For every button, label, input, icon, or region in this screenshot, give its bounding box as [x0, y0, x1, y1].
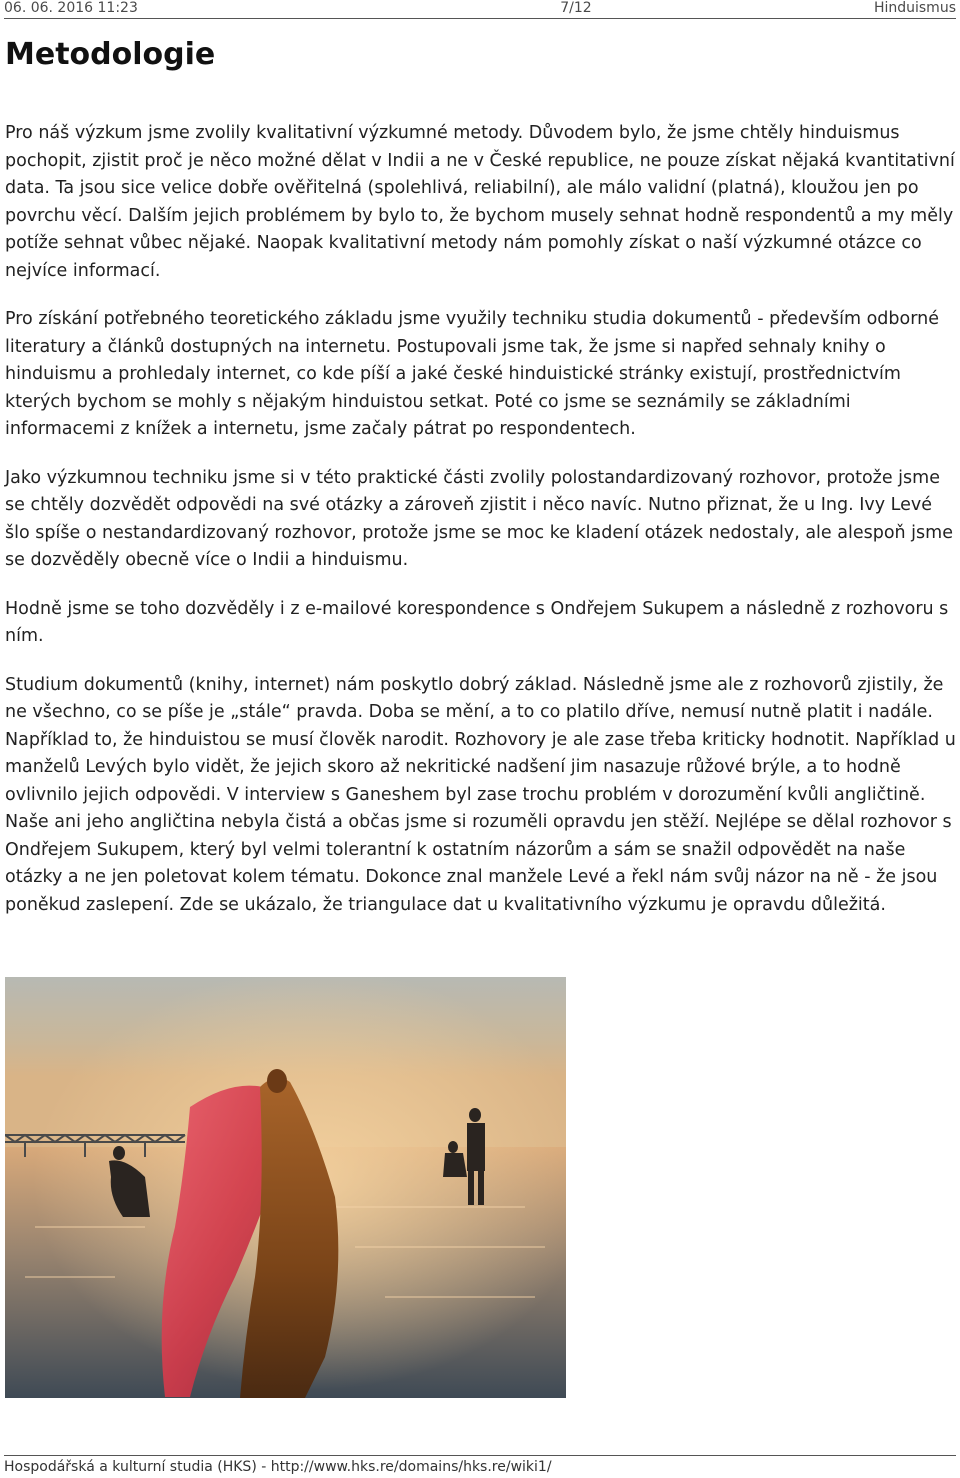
print-date: 06. 06. 2016 11:23	[4, 0, 138, 16]
paragraph-4: Hodně jsme se toho dozvěděly i z e-mailové korespondence s Ondřejem Sukupem a následně z rozhovoru s ním.	[5, 598, 949, 646]
article-body	[5, 120, 957, 940]
paragraph-1: Pro náš výzkum jsme zvolily kvalitativní výzkumné metody. Důvodem bylo, že jsme chtěly hinduismus pochopit, zjistit proč je něco možné dělat v Indii a ne v České republice, ne pouze získat nějaká kvantitativní data. Ta jsou sice velice dobře ověřitelná (spolehlivá, reliabilní), ale málo validní (platná), kloužou jen po povrchu věcí. Dalším jejich problémem by bylo to, že bychom musely sehnat hodně respondentů a my měly potíže sehnat vůbec nějaké. Naopak kvalitativní metody nám pomohly získat o naší výzkumné otázce co nejvíce informací.	[5, 123, 955, 281]
river-bathing-photo	[5, 977, 566, 1398]
page-header	[0, 0, 960, 20]
footer-source: Hospodářská a kulturní studia (HKS) - http://www.hks.re/domains/hks.re/wiki1/	[4, 1459, 552, 1475]
header-divider	[4, 18, 956, 19]
paragraph-2: Pro získání potřebného teoretického základu jsme využily techniku studia dokumentů - především odborné literatury a článků dostupných na internetu. Postupovali jsme tak, že jsme si napřed sehnaly knihy o hinduismu a prohledaly internet, co kde píší a jaké české hinduistické stránky existují, prostřednictvím kterých bychom se mohly s nějakým hinduistou setkat. Poté co jsme se seznámily se základními informacemi z knížek a internetu, jsme začaly pátrat po respondentech.	[5, 309, 939, 439]
document-title: Hinduismus	[873, 0, 956, 16]
page-footer	[0, 1452, 960, 1478]
footer-divider	[4, 1455, 956, 1456]
section-heading: Metodologie	[5, 37, 216, 72]
page-number: 7/12	[560, 0, 592, 16]
paragraph-3: Jako výzkumnou techniku jsme si v této praktické části zvolily polostandardizovaný rozhovor, protože jsme se chtěly dozvědět odpovědi na své otázky a zároveň zjistit i něco navíc. Nutno přiznat, že u Ing. Ivy Levé šlo spíše o nestandardizovaný rozhovor, protože jsme se moc ke kladení otázek nedostaly, ale alespoň jsme se dozvěděly obecně více o Indii a hinduismu.	[5, 467, 953, 570]
paragraph-5: Studium dokumentů (knihy, internet) nám poskytlo dobrý základ. Následně jsme ale z rozhovorů zjistily, že ne všechno, co se píše je „stále“ pravda. Doba se mění, a to co platilo dříve, nemusí nutně platit i nadále. Například to, že hinduistou se musí člověk narodit. Rozhovory je ale zase třeba kriticky hodnotit. Například u manželů Levých bylo vidět, že jejich skoro až nekritické nadšení jim nasazuje růžové brýle, a to hodně ovlivnilo jejich odpovědi. V interview s Ganeshem byl zase trochu problém v dorozumění kvůli angličtině. Naše ani jeho angličtina nebyla čistá a občas jsme si rozuměli opravdu jen stěží. Nejlépe se dělal rozhovor s Ondřejem Sukupem, který byl velmi tolerantní k ostatním názorům a sám se snažil odpovědět na naše otázky a ne jen poletovat kolem tématu. Dokonce znal manžele Levé a řekl nám svůj názor na ně - že jsou poněkud zaslepení. Zde se ukázalo, že triangulace dat u kvalitativního výzkumu je opravdu důležitá.	[5, 674, 956, 915]
